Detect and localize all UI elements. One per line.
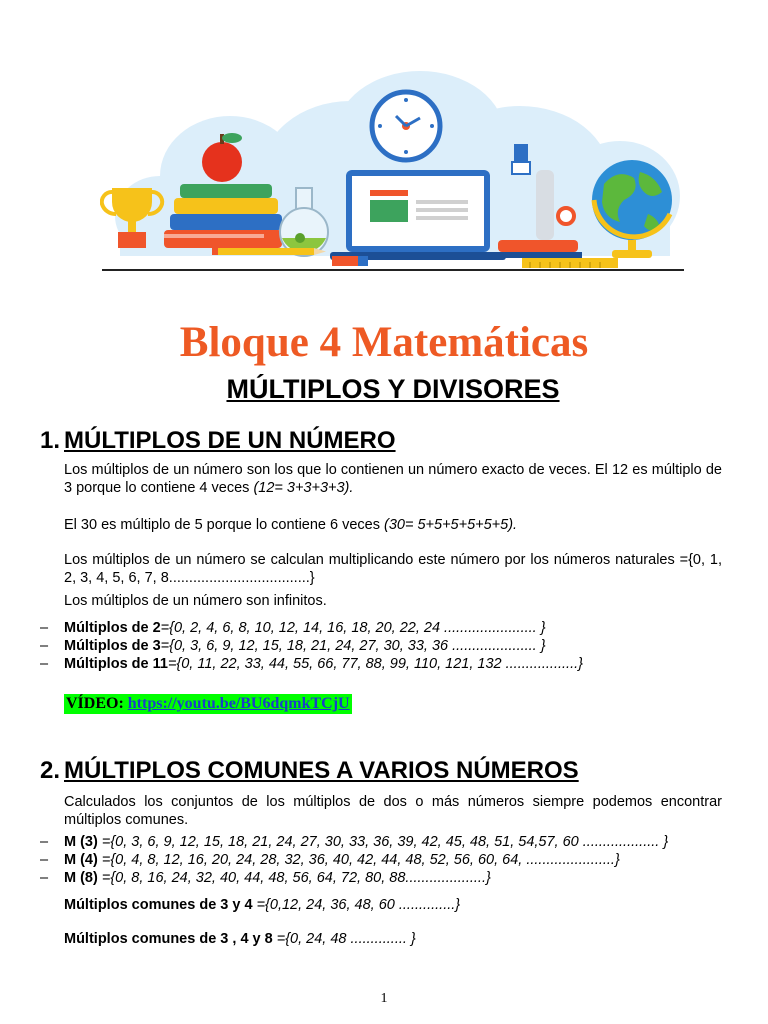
paragraph-how-to-calculate: Los múltiplos de un número se calculan multiplicando este número por los números naturales ={0, 1, 2, 3, 4, 5, 6, 7, 8...................................} <box>64 552 722 586</box>
common-values: ={0, 24, 48 .............. } <box>272 931 416 947</box>
common-label: Múltiplos comunes de 3 , 4 y 8 <box>64 931 273 947</box>
paragraph-infinite: Los múltiplos de un número son infinitos. <box>64 593 327 609</box>
eraser-icon <box>332 256 368 266</box>
list-values: ={0, 11, 22, 33, 44, 55, 66, 77, 88, 99, 110, 121, 132 ..................} <box>167 656 583 672</box>
list-dash: – <box>40 870 49 886</box>
example-text: (30= 5+5+5+5+5+5). <box>384 517 518 533</box>
list-dash: – <box>40 656 49 672</box>
list-label: M (8) <box>64 870 98 886</box>
list-item <box>40 619 730 637</box>
list-values: ={0, 3, 6, 9, 12, 15, 18, 21, 24, 27, 30, 33, 36 ..................... } <box>160 638 546 654</box>
page-subtitle: MÚLTIPLOS Y DIVISORES <box>226 374 560 404</box>
video-highlight <box>64 694 352 714</box>
common-label: Múltiplos comunes de 3 y 4 <box>64 897 253 913</box>
section-2-number: 2. <box>40 757 61 784</box>
common-values: ={0,12, 24, 36, 48, 60 ..............} <box>252 897 461 913</box>
list-values: ={0, 8, 16, 24, 32, 40, 44, 48, 56, 64, 72, 80, 88....................} <box>97 870 491 886</box>
video-label: VÍDEO: <box>66 695 124 712</box>
list-item <box>40 637 730 655</box>
section-2-title: MÚLTIPLOS COMUNES A VARIOS NÚMEROS <box>64 757 579 784</box>
page-title: Bloque 4 Matemáticas <box>179 319 589 366</box>
list-item <box>40 833 730 851</box>
list-item <box>40 655 730 673</box>
paragraph-multiples-definition <box>64 461 722 497</box>
section-1-number: 1. <box>40 427 61 454</box>
list-values: ={0, 2, 4, 6, 8, 10, 12, 14, 16, 18, 20, 22, 24 ....................... } <box>160 620 546 636</box>
page-number: 1 <box>380 991 388 1006</box>
paragraph-common-multiples-intro: Calculados los conjuntos de los múltiplos de dos o más números siempre podemos encontrar múltiplos comunes. <box>64 794 722 828</box>
list-values: ={0, 4, 8, 12, 16, 20, 24, 28, 32, 36, 40, 42, 44, 48, 52, 56, 60, 64, ......................} <box>97 852 620 868</box>
list-values: ={0, 3, 6, 9, 12, 15, 18, 21, 24, 27, 30, 33, 36, 39, 42, 45, 48, 51, 54,57, 60 ................... } <box>97 834 669 850</box>
video-link[interactable]: https://youtu.be/BU6dqmkTCjU <box>127 695 350 712</box>
header-illustration <box>100 66 686 274</box>
list-dash: – <box>40 834 49 850</box>
common-multiples-3-4 <box>64 896 754 914</box>
example-text: (12= 3+3+3+3). <box>253 480 354 496</box>
section-1-title: MÚLTIPLOS DE UN NÚMERO <box>64 427 396 454</box>
paragraph-text: El 30 es múltiplo de 5 porque lo contiene 6 veces <box>64 517 385 533</box>
list-dash: – <box>40 638 49 654</box>
common-multiples-3-4-8 <box>64 930 754 948</box>
list-dash: – <box>40 620 49 636</box>
pencil-icon <box>212 248 326 255</box>
section-1-heading <box>40 426 396 456</box>
clock-icon <box>372 92 440 160</box>
paragraph-text: Los múltiplos de un número son los que lo contienen un número exacto de veces. El 12 es múltiplo de 3 porque lo contiene 4 veces <box>64 462 722 496</box>
list-item <box>40 869 730 887</box>
laptop-icon <box>330 170 506 260</box>
list-label: Múltiplos de 11 <box>64 656 168 672</box>
list-label: M (3) <box>64 834 98 850</box>
paragraph-example-30 <box>64 516 722 534</box>
list-label: Múltiplos de 2 <box>64 620 161 636</box>
list-dash: – <box>40 852 49 868</box>
ruler-icon <box>522 258 618 268</box>
list-label: Múltiplos de 3 <box>64 638 161 654</box>
list-item <box>40 851 730 869</box>
books-icon <box>164 184 282 248</box>
section-2-heading <box>40 756 579 786</box>
list-label: M (4) <box>64 852 98 868</box>
